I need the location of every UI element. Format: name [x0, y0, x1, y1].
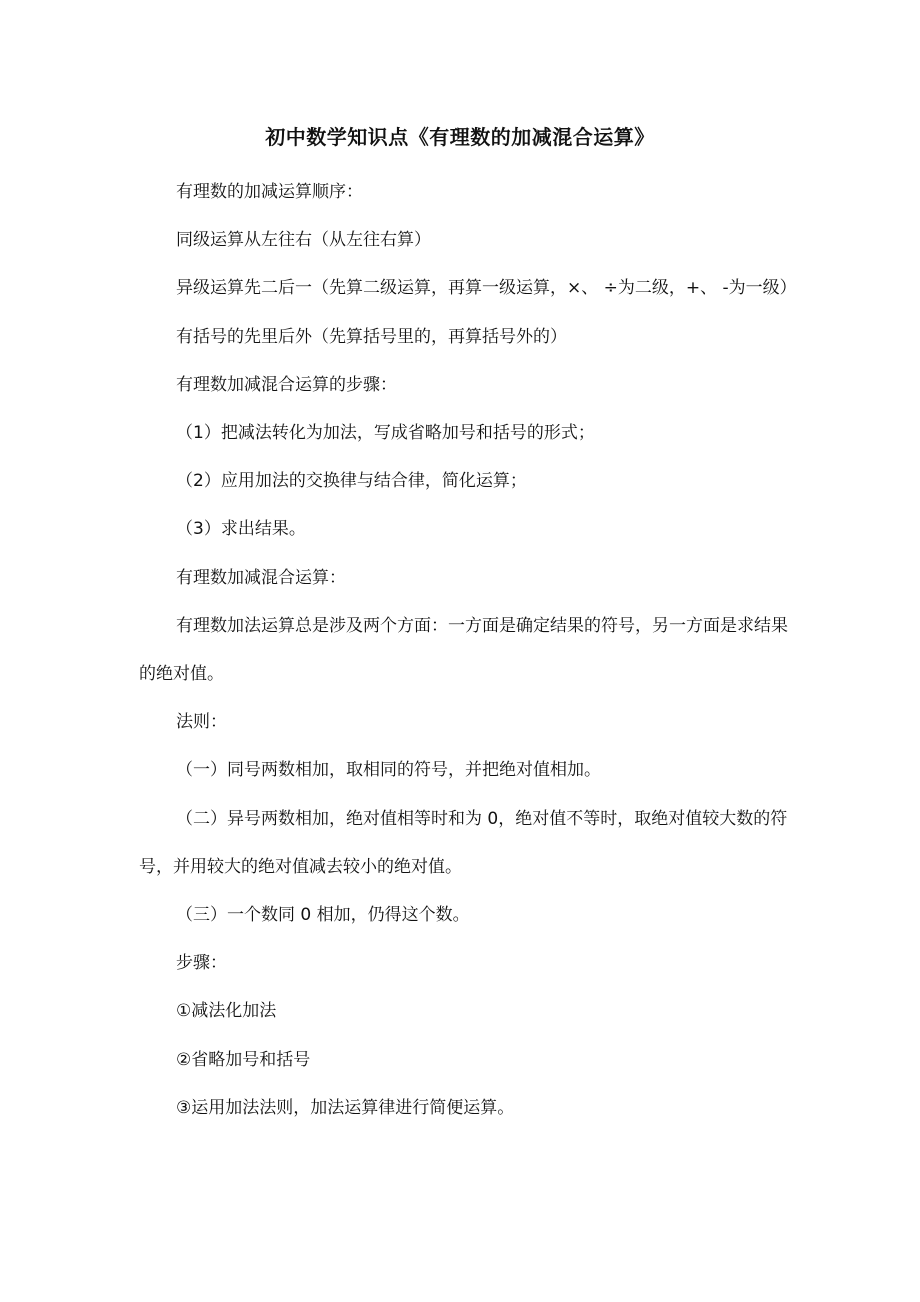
paragraph-procedure-1: ①减法化加法 [176, 1001, 277, 1022]
paragraph-step-3: （3）求出结果。 [176, 519, 306, 540]
paragraph-rules-heading: 法则： [176, 712, 227, 733]
paragraph-rule-3: （三）一个数同 0 相加，仍得这个数。 [176, 905, 470, 926]
paragraph-step-2: （2）应用加法的交换律与结合律，简化运算； [176, 471, 527, 492]
paragraph-procedure-2: ②省略加号和括号 [176, 1049, 311, 1070]
paragraph-rule-2: （二）异号两数相加，绝对值相等时和为 0，绝对值不等时，取绝对值较大数的符号，并用较大的绝对值减去较小的绝对值。 [139, 808, 788, 877]
paragraph-steps-heading: 有理数加减混合运算的步骤： [176, 374, 397, 395]
paragraph-addition-aspects: 有理数加法运算总是涉及两个方面：一方面是确定结果的符号，另一方面是求结果的绝对值。 [139, 615, 788, 685]
paragraph-different-level: 异级运算先二后一（先算二级运算，再算一级运算，×、 ÷为二级，+、 -为一级） [176, 278, 797, 299]
paragraph-procedure-heading: 步骤： [176, 953, 227, 974]
paragraph-brackets: 有括号的先里后外（先算括号里的，再算括号外的） [176, 326, 567, 347]
paragraph-step-1: （1）把减法转化为加法，写成省略加号和括号的形式； [176, 423, 595, 444]
document-body [139, 168, 797, 1132]
paragraph-same-level: 同级运算从左往右（从左往右算） [176, 230, 431, 251]
paragraph-mixed-heading: 有理数加减混合运算： [176, 567, 346, 588]
paragraph-order-heading: 有理数的加减运算顺序： [176, 182, 363, 202]
paragraph-rule-1: （一）同号两数相加，取相同的符号，并把绝对值相加。 [176, 760, 601, 781]
paragraph-procedure-3: ③运用加法法则，加法运算律进行简便运算。 [176, 1097, 515, 1118]
document-title: 初中数学知识点《有理数的加减混合运算》 [265, 125, 655, 149]
